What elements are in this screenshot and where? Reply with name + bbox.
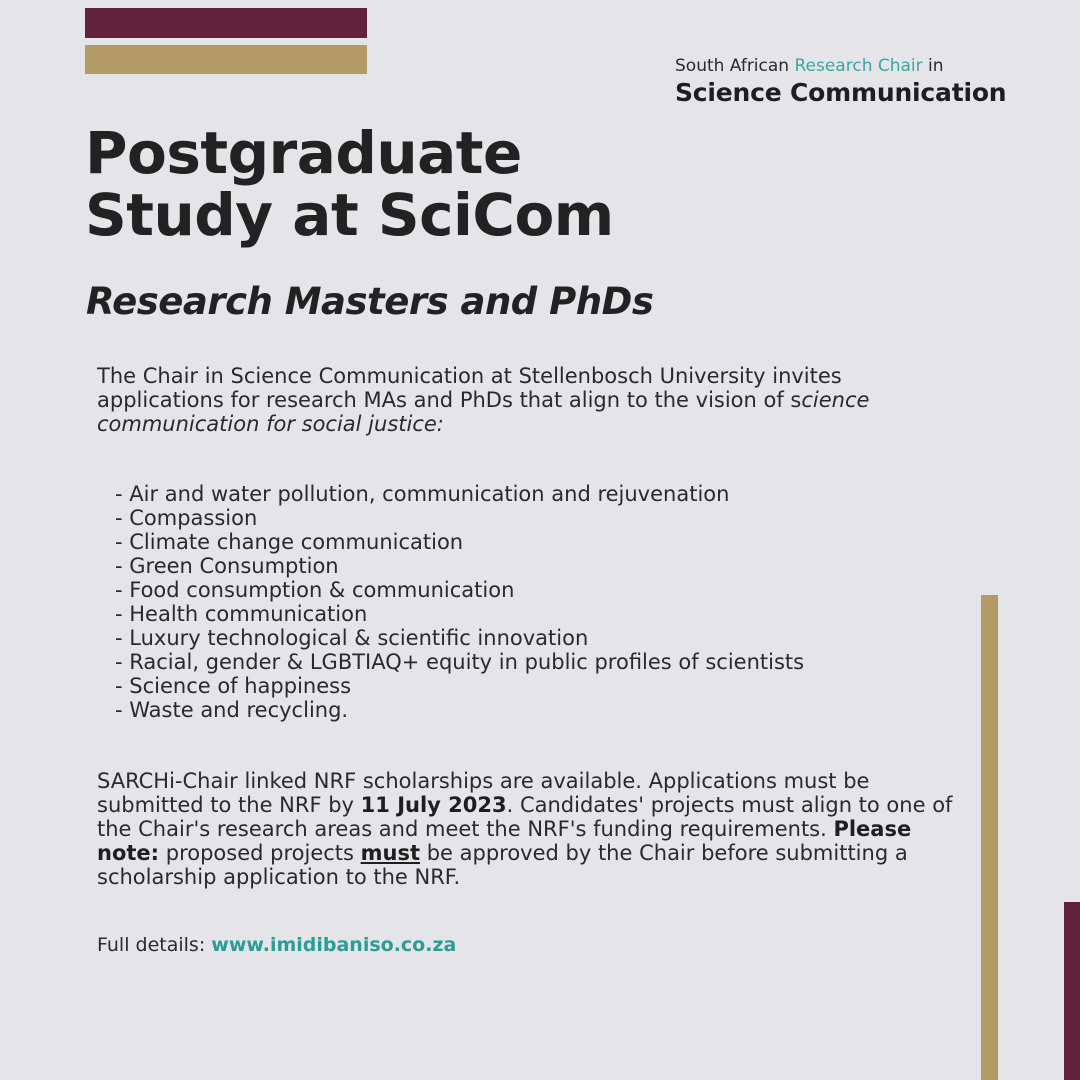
- maroon-accent-bar-right: [1064, 902, 1080, 1080]
- scholarship-paragraph: [97, 769, 957, 889]
- maroon-accent-bar-top: [85, 8, 367, 38]
- logo-name: Science Communication: [675, 78, 1007, 107]
- logo-tagline-accent: Research Chair: [794, 56, 923, 76]
- research-topics-list: [115, 482, 804, 722]
- deadline-date: 11 July 2023: [360, 793, 507, 817]
- note-label: Please note:: [97, 817, 912, 865]
- list-item: - Food consumption & communication: [115, 578, 515, 602]
- full-details-line: [97, 934, 456, 956]
- gold-accent-bar-right: [981, 595, 998, 1080]
- scholarship-text-3: proposed projects: [159, 841, 361, 865]
- list-item: - Science of happiness: [115, 674, 352, 698]
- scholarship-text-4: be approved by the Chair before submitting a scholarship application to the NRF.: [97, 841, 908, 889]
- intro-text: The Chair in Science Communication at Stellenbosch University invites applications for research MAs and PhDs that align to the vision of s: [97, 364, 842, 412]
- logo-tagline-prefix: South African: [675, 56, 795, 76]
- list-item: - Air and water pollution, communication and rejuvenation: [115, 482, 730, 506]
- intro-paragraph: [97, 364, 957, 436]
- gold-accent-bar-top: [85, 45, 367, 74]
- intro-italic-text: cience communication for social justice:: [97, 388, 870, 436]
- details-label: Full details:: [97, 934, 212, 956]
- website-link[interactable]: www.imidibaniso.co.za: [211, 934, 457, 956]
- must-emphasis: must: [360, 841, 421, 865]
- list-item: - Climate change communication: [115, 530, 464, 554]
- list-item: - Green Consumption: [115, 554, 339, 578]
- logo-tagline-suffix: in: [922, 56, 944, 76]
- list-item: - Racial, gender & LGBTIAQ+ equity in public profiles of scientists: [115, 650, 805, 674]
- scholarship-text-2: . Candidates' projects must align to one of the Chair's research areas and meet the NRF's funding requirements.: [97, 793, 953, 841]
- title-line-2: Study at SciCom: [85, 181, 614, 249]
- list-item: - Compassion: [115, 506, 258, 530]
- page-subtitle: Research Masters and PhDs: [86, 280, 654, 323]
- list-item: - Health communication: [115, 602, 368, 626]
- logo-tagline: [675, 56, 1006, 76]
- list-item: - Luxury technological & scientific innovation: [115, 626, 589, 650]
- chair-logo: [675, 56, 1006, 107]
- list-item: - Waste and recycling.: [115, 698, 349, 722]
- scholarship-text-1: SARCHi-Chair linked NRF scholarships are available. Applications must be submitted to the NRF by: [97, 769, 870, 817]
- title-line-1: Postgraduate: [85, 119, 522, 187]
- page-title: [85, 119, 614, 249]
